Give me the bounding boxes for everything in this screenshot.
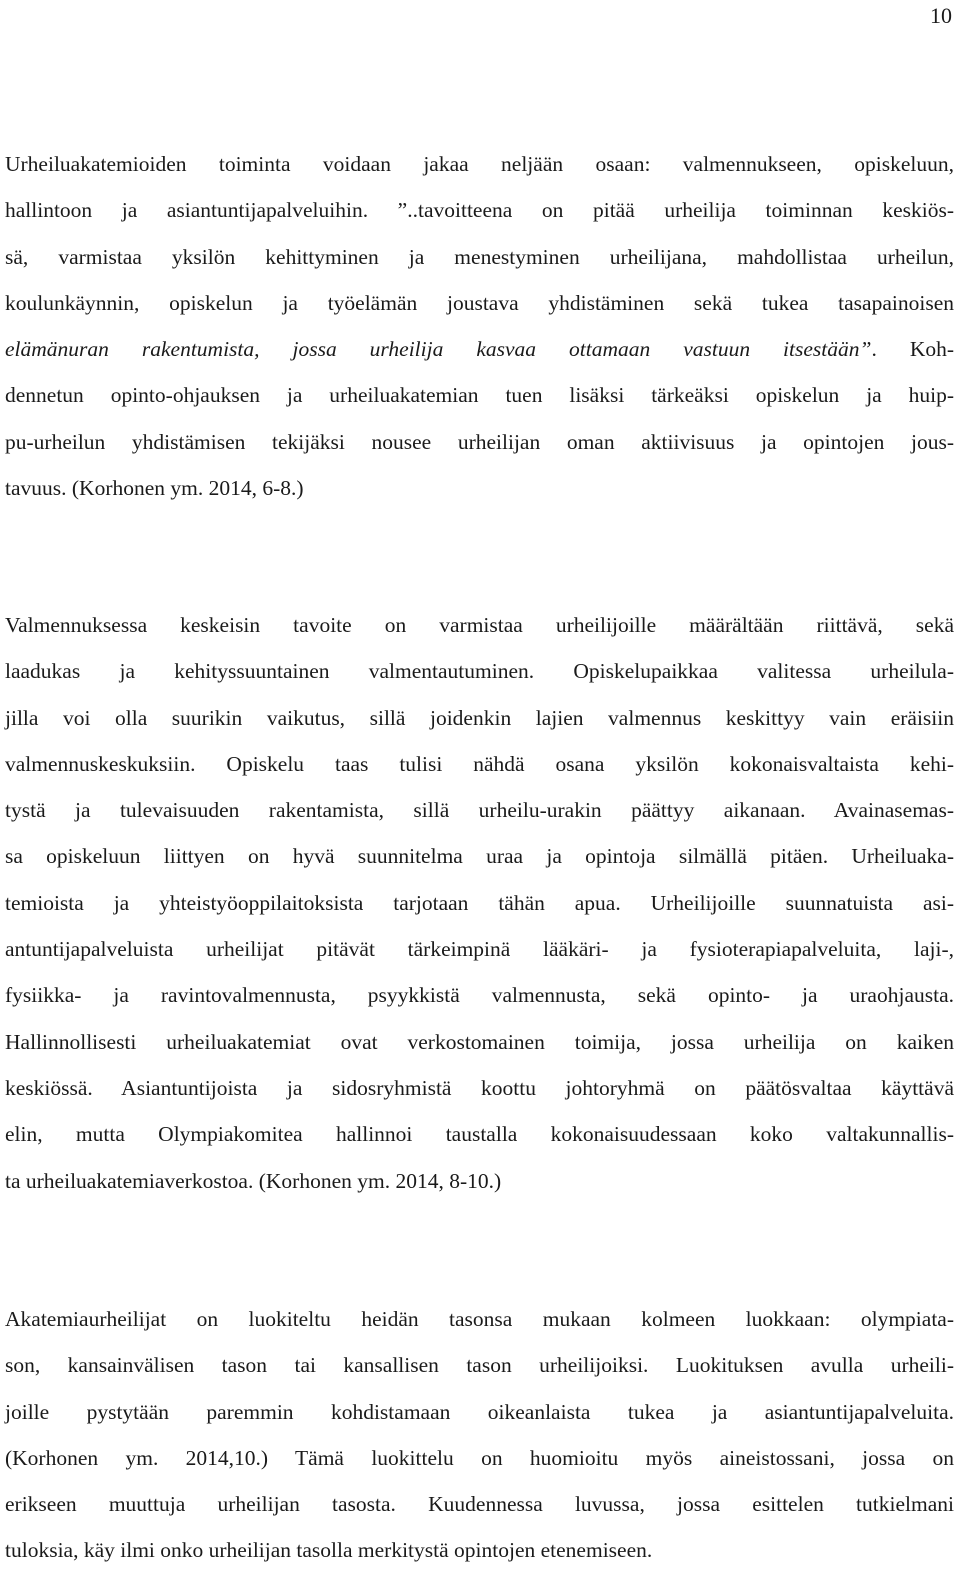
text-segment: koulunkäynnin, opiskelun ja työelämän joustava yhdistäminen sekä tukea tasapainoisen (5, 290, 954, 315)
quote-text: elämänuran rakentumista, jossa urheilija kasvaa ottamaan vastuun itsestään” (5, 337, 872, 362)
text-line (5, 1111, 954, 1157)
text-segment: erikseen muuttuja urheilijan tasosta. Kuudennessa luvussa, jossa esittelen tutkielmani (5, 1492, 954, 1517)
text-segment: Valmennuksessa keskeisin tavoite on varmistaa urheilijoille määrältään riittävä, sekä (5, 613, 954, 637)
text-line (5, 787, 954, 833)
paragraph-3 (5, 1296, 954, 1574)
text-line (5, 1158, 954, 1204)
text-segment: tystä ja tulevaisuuden rakentamista, sillä urheilu-urakin päättyy aikanaan. Avainasemas- (5, 798, 954, 823)
text-segment: son, kansainvälisen tason tai kansallisen tason urheilijoiksi. Luokituksen avulla urheili- (5, 1353, 954, 1378)
text-line (5, 187, 954, 233)
text-line (5, 1389, 954, 1435)
text-segment: jilla voi olla suurikin vaikutus, sillä joidenkin lajien valmennus keskittyy vain eräisiin (5, 705, 954, 730)
text-line (5, 465, 954, 511)
text-segment: tuloksia, käy ilmi onko urheilijan tasolla merkitystä opintojen etenemiseen. (5, 1538, 653, 1563)
text-segment: tavuus. (Korhonen ym. 2014, 6-8.) (5, 476, 304, 501)
text-segment: sa opiskeluun liittyen on hyvä suunnitelma uraa ja opintoja silmällä pitäen. Urheiluaka- (5, 844, 954, 869)
text-line (5, 234, 954, 280)
text-segment: keskiössä. Asiantuntijoista ja sidosryhmistä koottu johtoryhmä on päätösvaltaa käyttävä (5, 1075, 954, 1100)
text-line (5, 880, 954, 926)
text-line (5, 326, 954, 372)
text-segment: elin, mutta Olympiakomitea hallinnoi taustalla kokonaisuudessaan koko valtakunnallis- (5, 1122, 954, 1147)
text-segment: dennetun opinto-ohjauksen ja urheiluakatemian tuen lisäksi tärkeäksi opiskelun ja huip- (5, 383, 954, 408)
text-line (5, 419, 954, 465)
text-line (5, 648, 954, 694)
text-line (5, 1019, 954, 1065)
text-segment: Akatemiaurheilijat on luokiteltu heidän tasonsa mukaan kolmeen luokkaan: olympiata- (5, 1307, 954, 1331)
text-segment: hallintoon ja asiantuntijapalveluihin. ”..tavoitteena on pitää urheilija toiminnan keskiös- (5, 198, 954, 223)
text-segment: sä, varmistaa yksilön kehittyminen ja menestyminen urheilijana, mahdollistaa urheilun, (5, 244, 954, 269)
text-line (5, 372, 954, 418)
text-line (5, 1296, 954, 1342)
text-line (5, 1065, 954, 1111)
text-segment: pu-urheilun yhdistämisen tekijäksi nousee urheilijan oman aktiivisuus ja opintojen jous- (5, 429, 954, 454)
text-line (5, 972, 954, 1018)
page-number: 10 (930, 3, 952, 28)
text-line (5, 1435, 954, 1481)
text-line (5, 926, 954, 972)
text-segment: laadukas ja kehityssuuntainen valmentautuminen. Opiskelupaikkaa valitessa urheilula- (5, 659, 954, 684)
text-line (5, 141, 954, 187)
text-segment: ta urheiluakatemiaverkostoa. (Korhonen ym. 2014, 8-10.) (5, 1168, 502, 1193)
text-line (5, 695, 954, 741)
text-line (5, 1342, 954, 1388)
text-segment: antuntijapalveluista urheilijat pitävät tärkeimpinä lääkäri- ja fysioterapiapalveluita, laji-, (5, 937, 954, 962)
text-segment: fysiikka- ja ravintovalmennusta, psyykkistä valmennusta, sekä opinto- ja uraohjausta. (5, 983, 954, 1008)
text-segment: Hallinnollisesti urheiluakatemiat ovat verkostomainen toimija, jossa urheilija on kaiken (5, 1029, 954, 1054)
paragraph-1 (5, 141, 954, 511)
text-segment: Urheiluakatemioiden toiminta voidaan jakaa neljään osaan: valmennukseen, opiskeluun, (5, 152, 954, 176)
text-segment: temioista ja yhteistyöoppilaitoksista tarjotaan tähän apua. Urheilijoille suunnatuista asi- (5, 890, 954, 915)
text-segment: joille pystytään paremmin kohdistamaan oikeanlaista tukea ja asiantuntijapalveluita. (5, 1399, 954, 1424)
text-line (5, 833, 954, 879)
text-line (5, 602, 954, 648)
text-line (5, 741, 954, 787)
text-segment: valmennuskeskuksiin. Opiskelu taas tulisi nähdä osana yksilön kokonaisvaltaista kehi- (5, 751, 954, 776)
text-segment: . Koh- (871, 337, 955, 362)
text-line (5, 280, 954, 326)
text-line (5, 1481, 954, 1527)
paragraph-2 (5, 602, 954, 1204)
text-line (5, 1527, 954, 1573)
text-segment: (Korhonen ym. 2014,10.) Tämä luokittelu on huomioitu myös aineistossani, jossa on (5, 1445, 954, 1470)
